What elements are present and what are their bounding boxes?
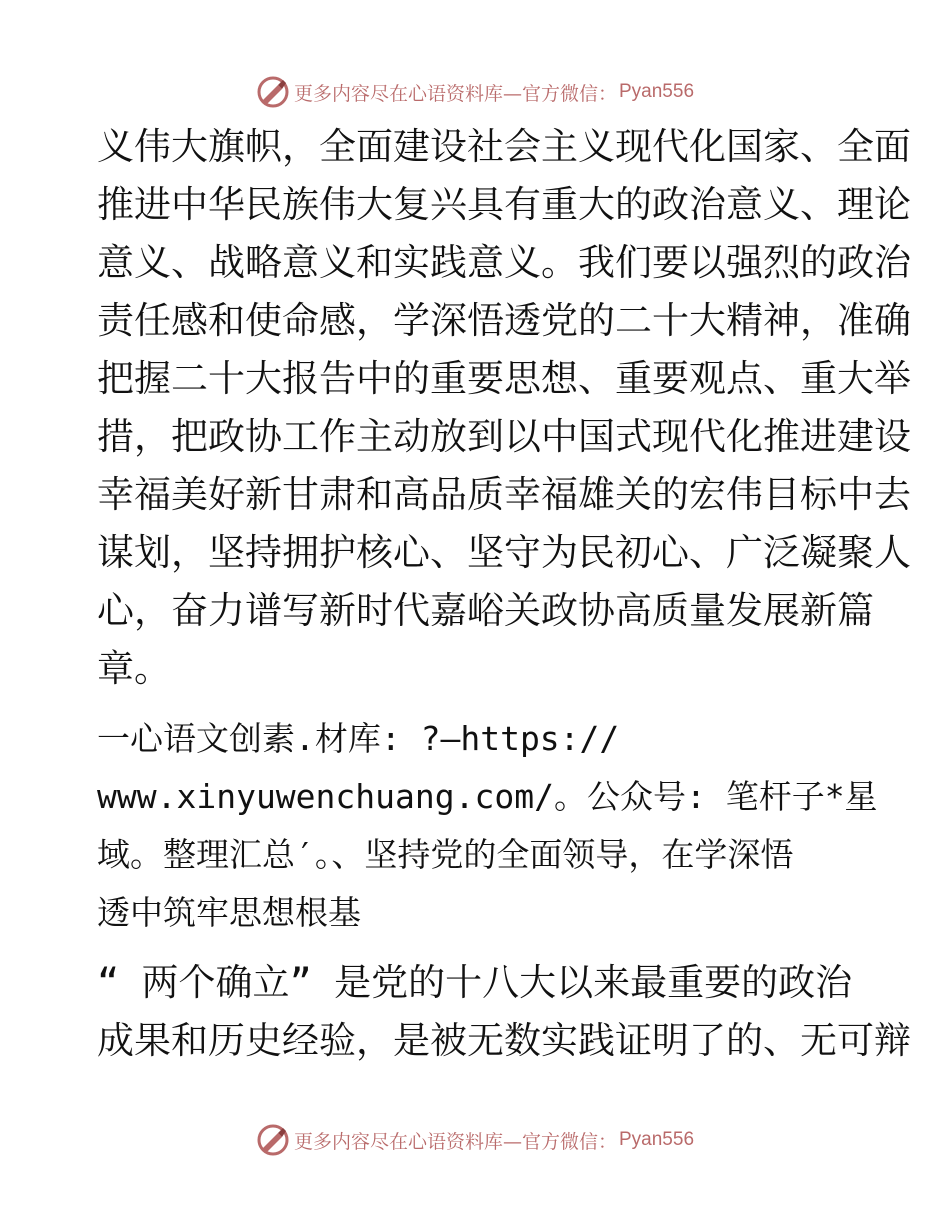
text-line: 措，把政协工作主动放到以中国式现代化推进建设 [97, 415, 911, 458]
text-line: www.xinyuwenchuang.com/。公众号: 笔杆子*星 [97, 777, 878, 816]
header-watermark-text: 更多内容尽在心语资料库—官方微信： [293, 82, 617, 105]
text-line: “ 两个确立” 是党的十八大以来最重要的政治 [97, 961, 853, 1004]
text-line: 域。整理汇总′。、坚持党的全面领导，在学深悟 [97, 835, 794, 874]
text-line: 一心语文创素.材库: ?—https:// [97, 719, 620, 758]
header-watermark [0, 72, 950, 112]
text-line: 章。 [97, 647, 171, 690]
text-line: 谋划，坚持拥护核心、坚守为民初心、广泛凝聚人 [97, 531, 911, 574]
paragraph-2 [97, 710, 878, 942]
header-wechat-id: Pyan556 [619, 81, 695, 102]
footer-watermark-text: 更多内容尽在心语资料库—官方微信： [293, 1130, 617, 1153]
text-line: 把握二十大报告中的重要思想、重要观点、重大举 [97, 357, 911, 400]
text-line: 责任感和使命感，学深悟透党的二十大精神，准确 [97, 299, 911, 342]
text-line: 心，奋力谱写新时代嘉峪关政协高质量发展新篇 [97, 589, 874, 632]
text-line: 幸福美好新甘肃和高品质幸福雄关的宏伟目标中去 [97, 473, 911, 516]
footer-watermark [0, 1120, 950, 1160]
paragraph-3 [97, 954, 911, 1070]
pen-logo-icon [256, 75, 290, 109]
text-line: 成果和历史经验，是被无数实践证明了的、无可辩 [97, 1019, 911, 1062]
text-line: 推进中华民族伟大复兴具有重大的政治意义、理论 [97, 183, 911, 226]
footer-wechat-id: Pyan556 [619, 1129, 695, 1150]
paragraph-1 [97, 118, 911, 698]
text-line: 意义、战略意义和实践意义。我们要以强烈的政治 [97, 241, 911, 284]
text-line: 义伟大旗帜，全面建设社会主义现代化国家、全面 [97, 125, 911, 168]
document-body [97, 118, 911, 1070]
text-line: 透中筑牢思想根基 [97, 893, 361, 932]
pen-logo-icon [256, 1123, 290, 1157]
